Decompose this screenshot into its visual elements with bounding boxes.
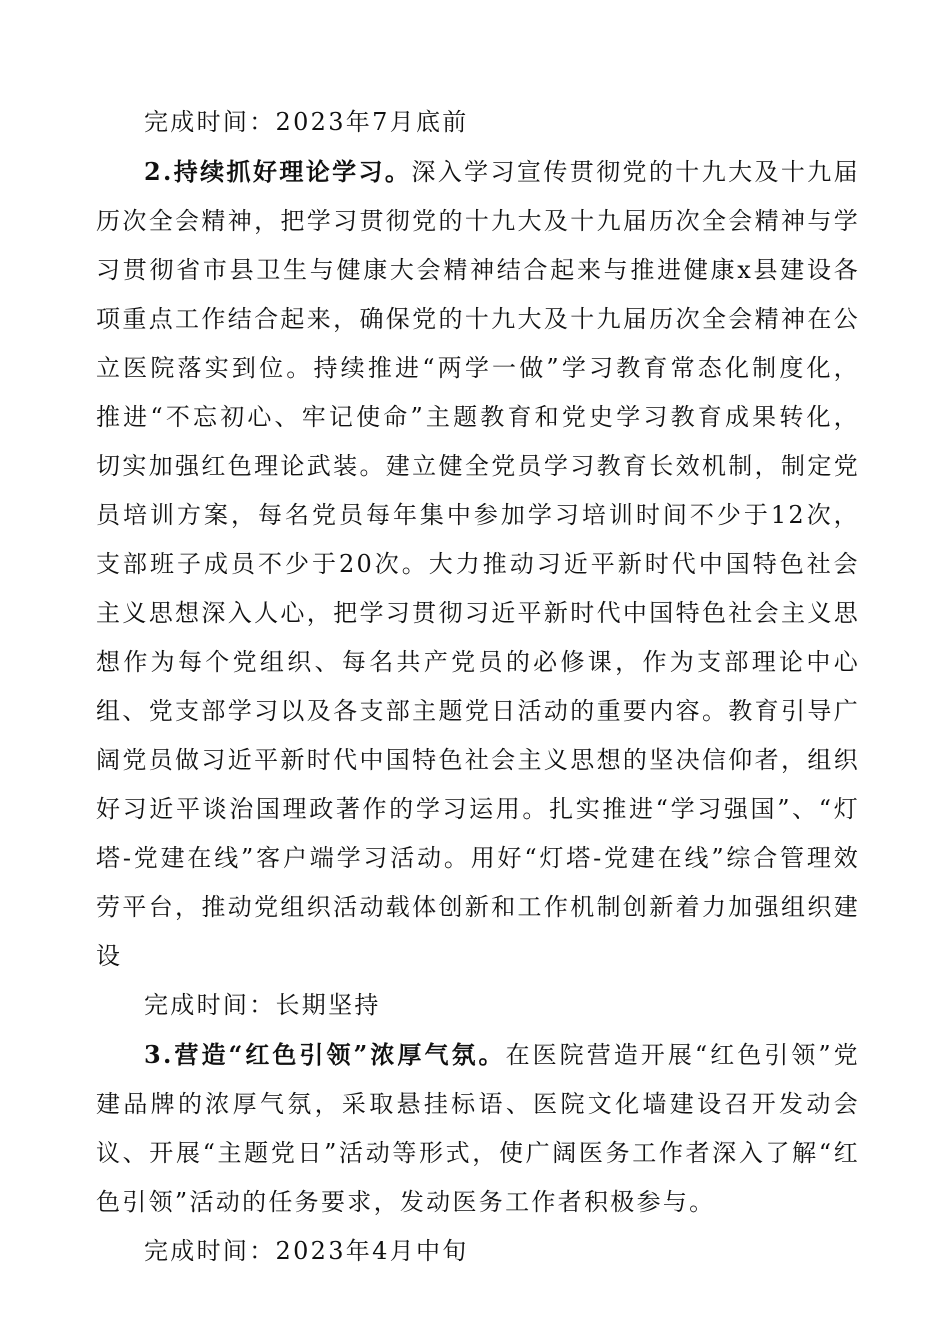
- body-theory-study: 深入学习宣传贯彻党的十九大及十九届历次全会精神，把学习贯彻党的十九大及十九届历次全会精神与学习贯彻省市县卫生与健康大会精神结合起来与推进健康x县建设各项重点工作结合起来，确保党的十九大及十九届历次全会精神在公立医院落实到位。持续推进“两学一做”学习教育常态化制度化，推进“不忘初心、牢记使命”主题教育和党史学习教育成果转化，切实加强红色理论武装。建立健全党员学习教育长效机制，制定党员培训方案，每名党员每年集中参加学习培训时间不少于12次，支部班子成员不少于20次。大力推动习近平新时代中国特色社会主义思想深入人心，把学习贯彻习近平新时代中国特色社会主义思想作为每个党组织、每名共产党员的必修课，作为支部理论中心组、党支部学习以及各支部主题党日活动的重要内容。教育引导广阔党员做习近平新时代中国特色社会主义思想的坚决信仰者，组织好习近平谈治国理政著作的学习运用。扎实推进“学习强国”、“灯塔-党建在线”客户端学习活动。用好“灯塔-党建在线”综合管理效劳平台，推动党组织活动载体创新和工作机制创新着力加强组织建设: [96, 158, 860, 970]
- completion-time-3: 完成时间：2023年4月中旬: [144, 1237, 469, 1265]
- heading-theory-study: 2.持续抓好理论学习。: [144, 157, 412, 186]
- body-red-leadership: 在医院营造开展“红色引领”党建品牌的浓厚气氛，采取悬挂标语、医院文化墙建设召开发动会议、开展“主题党日”活动等形式，使广阔医务工作者深入了解“红色引领”活动的任务要求，发动医务工作者积极参与。: [96, 1041, 860, 1216]
- paragraph-red-leadership: [96, 1030, 860, 1227]
- paragraph-theory-study: [96, 147, 860, 981]
- completion-time-1: 完成时间：2023年7月底前: [144, 108, 469, 136]
- completion-time-2: 完成时间：长期坚持: [144, 991, 381, 1019]
- document-body: [96, 98, 860, 1276]
- heading-red-leadership: 3.营造“红色引领”浓厚气氛。: [144, 1040, 506, 1069]
